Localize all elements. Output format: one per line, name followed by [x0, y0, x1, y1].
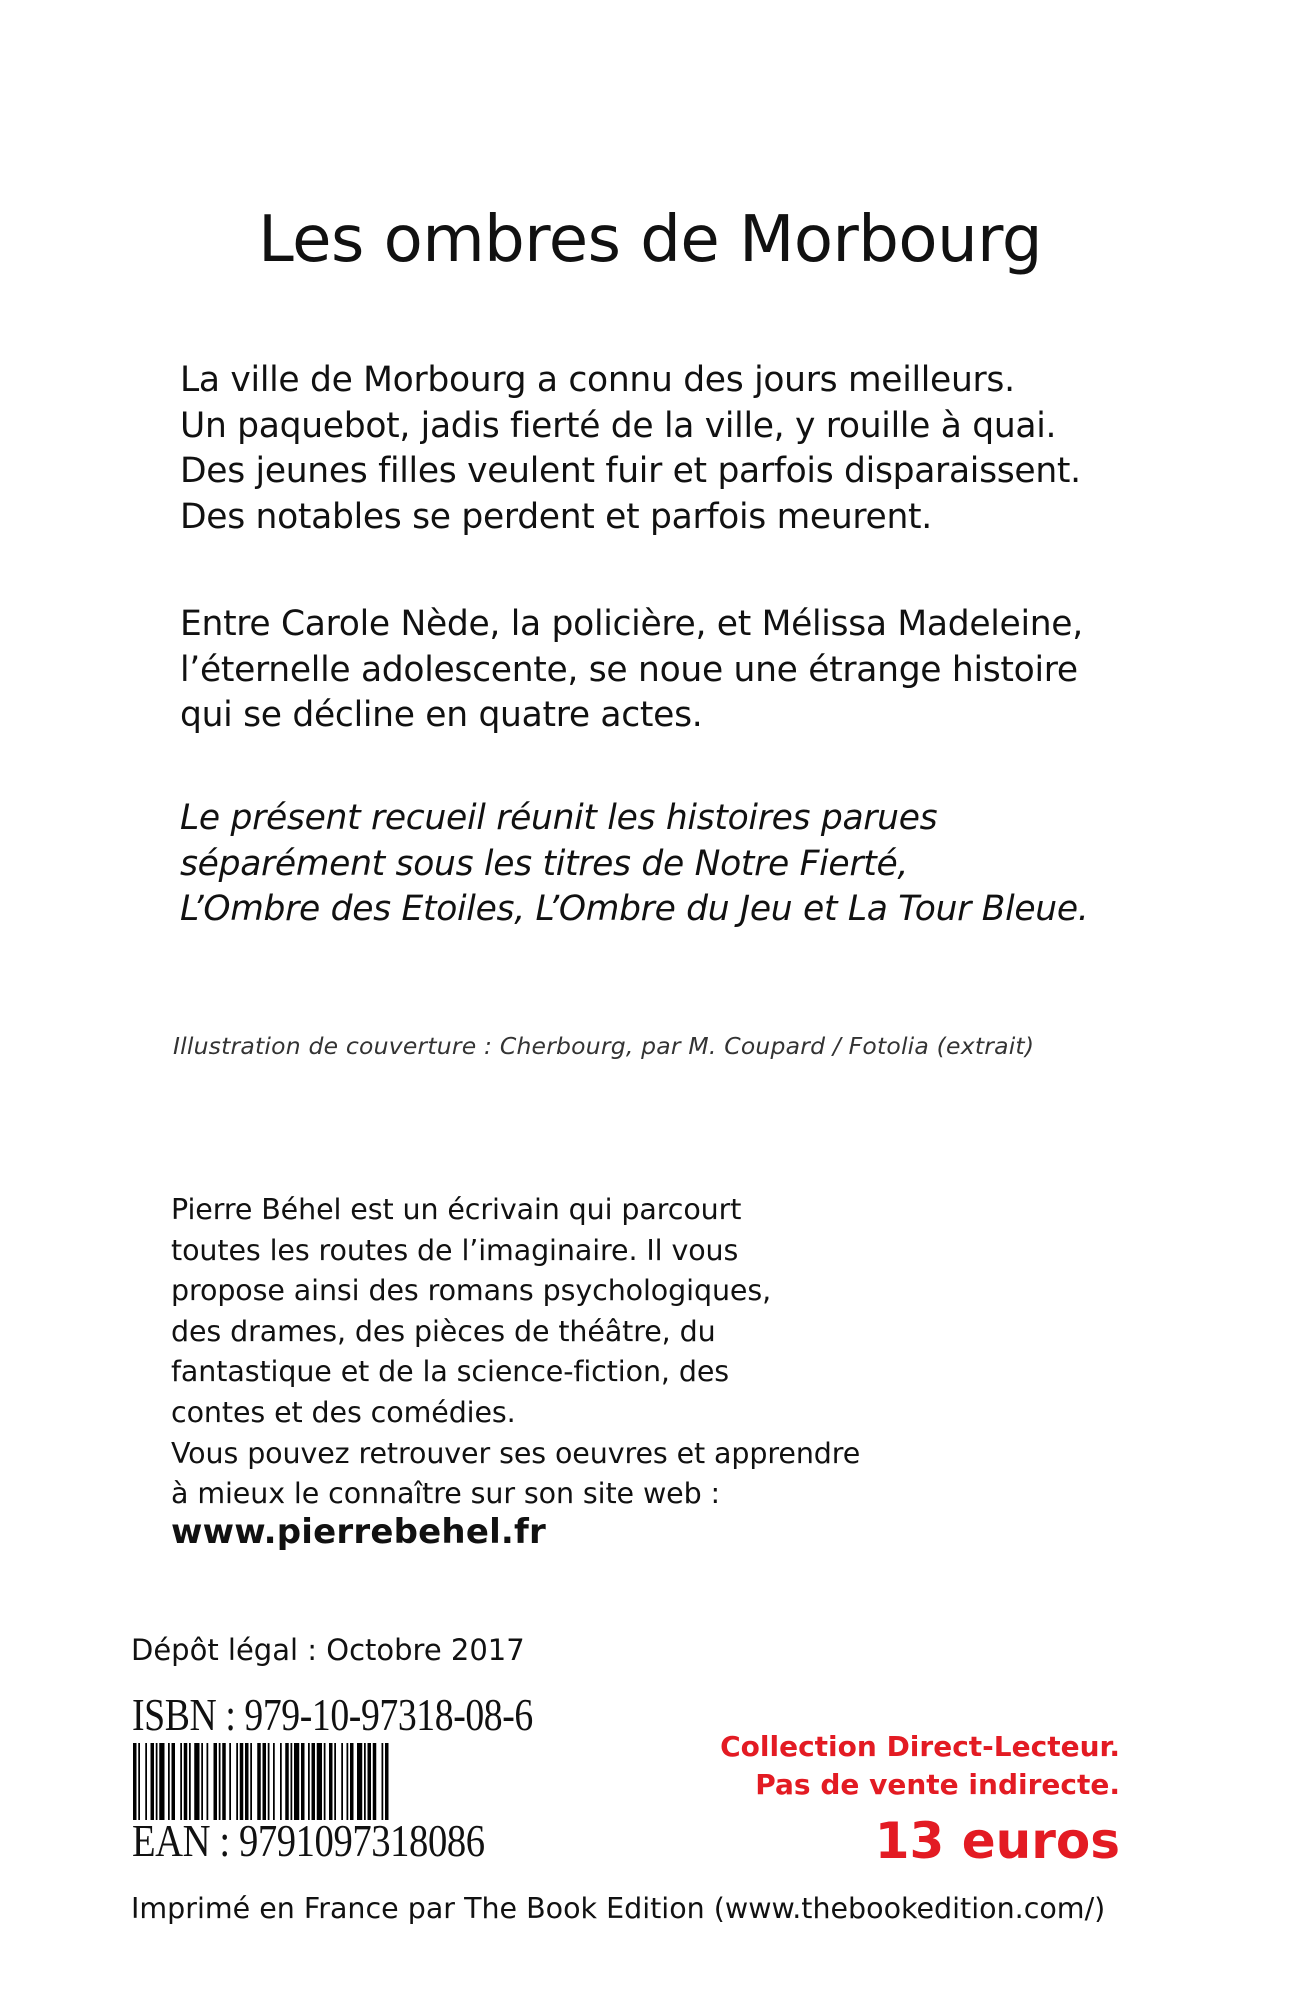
barcode-bar: [294, 1743, 299, 1820]
barcode-bar: [347, 1743, 349, 1820]
barcode-bar: [368, 1743, 372, 1820]
barcode-bar: [219, 1743, 221, 1820]
barcode-bar: [350, 1743, 354, 1820]
story-paragraph: [180, 602, 1200, 739]
printer-notice: Imprimé en France par The Book Edition (www.thebookedition.com/): [131, 1892, 1106, 1925]
collection-note: [180, 796, 1200, 933]
bio-line: des drames, des pièces de théâtre, du: [171, 1314, 716, 1348]
barcode-bar: [285, 1743, 289, 1820]
bio-line: propose ainsi des romans psychologiques,: [171, 1274, 772, 1308]
synopsis-line: Des jeunes filles veulent fuir et parfois disparaissent.: [180, 451, 1081, 491]
story-line: qui se décline en quatre actes.: [180, 695, 703, 735]
barcode-bar: [312, 1743, 316, 1820]
synopsis-line: Un paquebot, jadis fierté de la ville, y rouille à quai.: [180, 405, 1057, 446]
depot-legal: Dépôt légal : Octobre 2017: [131, 1633, 525, 1667]
barcode-bar: [273, 1743, 275, 1820]
collection-note-line: séparément sous les titres de Notre Fierté,: [180, 843, 909, 884]
barcode-bar: [245, 1743, 249, 1820]
barcode-bar: [382, 1743, 384, 1820]
book-title: Les ombres de Morbourg: [258, 203, 1042, 277]
barcode-bar: [222, 1743, 226, 1820]
isbn-text: ISBN : 979-10-97318-08-6: [132, 1689, 533, 1740]
collection-notice: [720, 1728, 1120, 1804]
barcode-bar: [364, 1743, 366, 1820]
barcode-bar: [194, 1743, 199, 1820]
barcode-bar: [159, 1743, 164, 1820]
barcode-bar: [138, 1743, 140, 1820]
ean-text: EAN : 9791097318086: [132, 1815, 485, 1866]
barcode-bar: [168, 1743, 170, 1820]
barcode-bar: [334, 1743, 336, 1820]
bio-line: contes et des comédies.: [171, 1395, 516, 1429]
collection-note-line: Le présent recueil réunit les histoires parues: [180, 798, 938, 838]
collection-line: Collection Direct-Lecteur.: [720, 1730, 1120, 1763]
collection-note-line: L’Ombre des Etoiles, L’Ombre du Jeu et La Tour Bleue.: [180, 889, 1089, 929]
barcode-bar: [172, 1743, 176, 1820]
barcode-bar: [324, 1743, 326, 1820]
synopsis-line: Des notables se perdent et parfois meurent.: [180, 496, 932, 537]
price: 13 euros: [874, 1812, 1120, 1870]
barcode-image: [133, 1743, 463, 1820]
barcode-bar: [236, 1743, 238, 1820]
barcode-bar: [184, 1743, 188, 1820]
barcode-bar: [373, 1743, 377, 1820]
barcode-bar: [263, 1743, 267, 1820]
barcode-bar: [250, 1743, 252, 1820]
author-website: www.pierrebehel.fr: [171, 1512, 547, 1552]
barcode-bar: [229, 1743, 231, 1820]
collection-line: Pas de vente indirecte.: [755, 1768, 1120, 1801]
bio-line: Vous pouvez retrouver ses oeuvres et apprendre: [171, 1436, 861, 1470]
barcode-bar: [317, 1743, 322, 1820]
barcode-bar: [214, 1743, 218, 1820]
barcode-bar: [156, 1743, 158, 1820]
barcode-bar: [268, 1743, 270, 1820]
bio-line: toutes les routes de l’imaginaire. Il vous: [171, 1233, 739, 1267]
synopsis-paragraph: [180, 358, 1200, 540]
barcode-bar: [133, 1743, 137, 1820]
barcode-bar: [257, 1743, 261, 1820]
synopsis-line: La ville de Morbourg a connu des jours meilleurs.: [180, 360, 1015, 400]
barcode-bar: [151, 1743, 155, 1820]
barcode-bar: [301, 1743, 305, 1820]
barcode-bar: [385, 1743, 389, 1820]
barcode-bar: [201, 1743, 203, 1820]
barcode-bar: [207, 1743, 209, 1820]
story-line: l’éternelle adolescente, se noue une étrange histoire: [180, 649, 1078, 690]
barcode-bar: [291, 1743, 293, 1820]
barcode-bar: [357, 1743, 362, 1820]
barcode-bar: [145, 1743, 147, 1820]
bio-line: à mieux le connaître sur son site web :: [171, 1477, 721, 1511]
barcode-bar: [189, 1743, 191, 1820]
barcode-bar: [240, 1743, 244, 1820]
barcode-bar: [308, 1743, 310, 1820]
barcode-bar: [329, 1743, 333, 1820]
illustration-credit: Illustration de couverture : Cherbourg, par M. Coupard / Fotolia (extrait): [173, 1032, 1035, 1060]
barcode-bar: [180, 1743, 182, 1820]
barcode-bar: [341, 1743, 343, 1820]
bio-line: Pierre Béhel est un écrivain qui parcourt: [171, 1193, 742, 1226]
barcode-bar: [280, 1743, 282, 1820]
story-line: Entre Carole Nède, la policière, et Mélissa Madeleine,: [180, 604, 1083, 644]
bio-line: fantastique et de la science-fiction, des: [171, 1355, 730, 1389]
author-bio: [171, 1190, 931, 1515]
